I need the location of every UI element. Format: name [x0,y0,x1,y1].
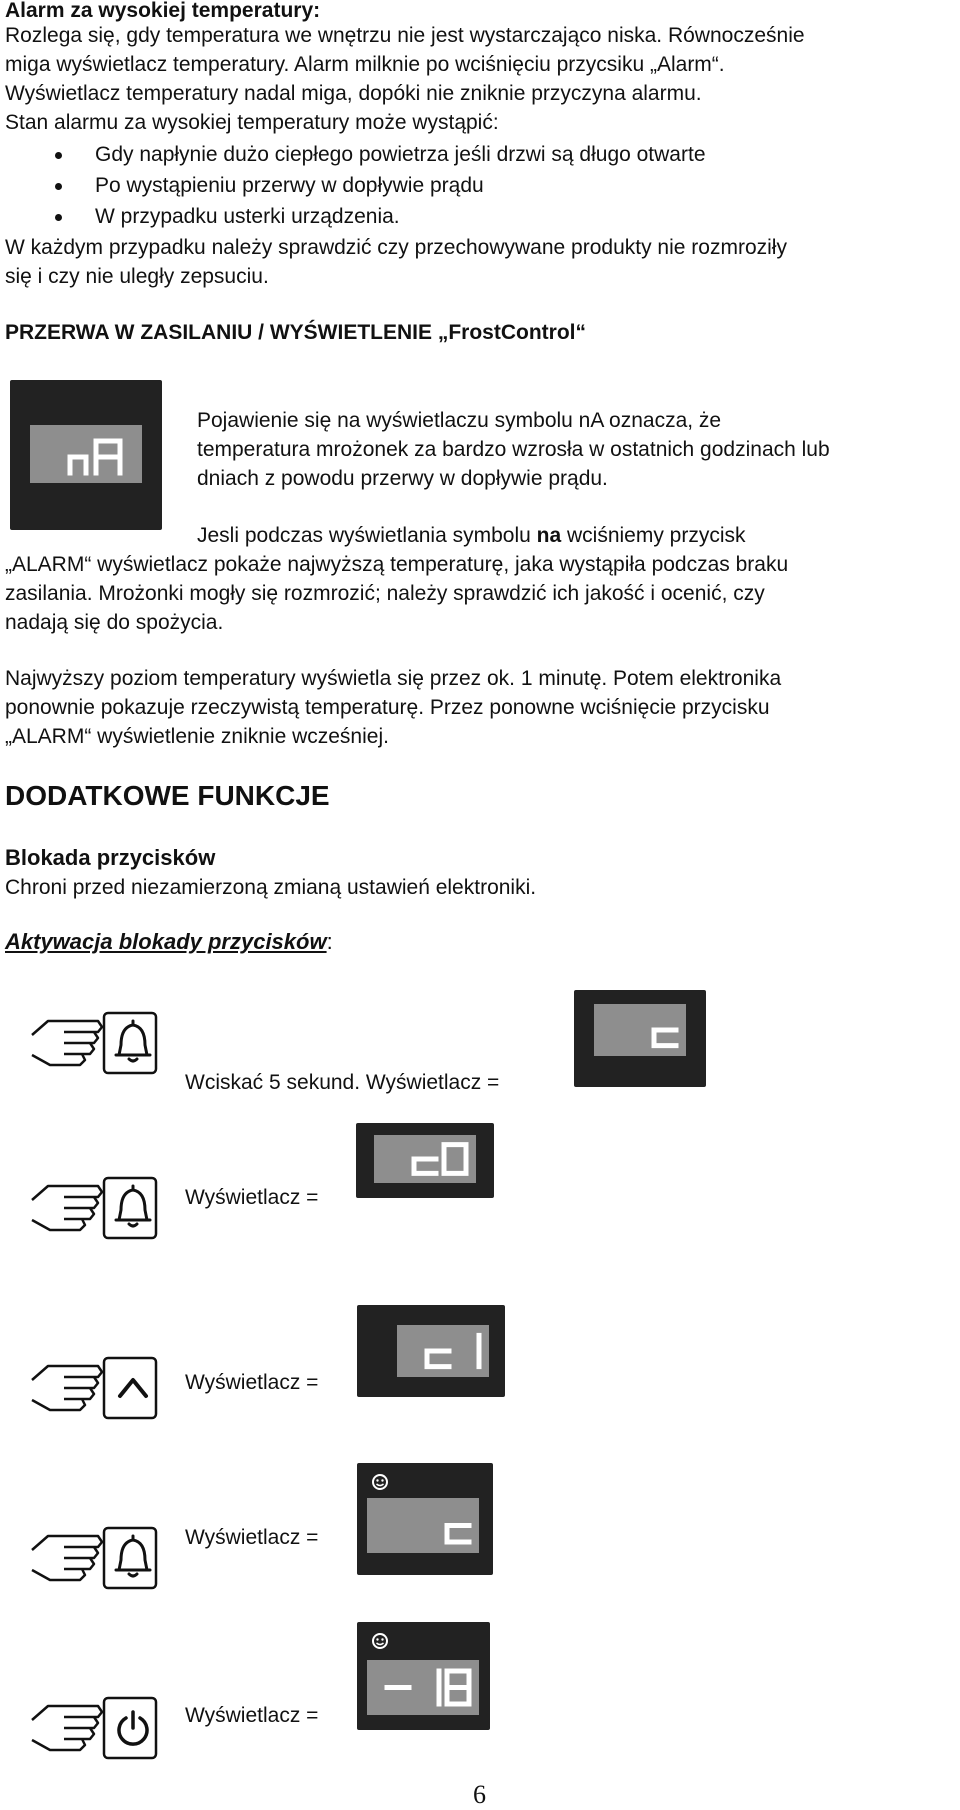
paragraph-line: W każdym przypadku należy sprawdzić czy przechowywane produkty nie rozmroziły [5,236,787,259]
display-screen [30,425,142,483]
paragraph-line: Stan alarmu za wysokiej temperatury może wystąpić: [5,111,499,134]
smiley-icon [369,1630,391,1652]
paragraph-line: Rozlega się, gdy temperatura we wnętrzu nie jest wystarczająco niska. Równocześnie [5,24,805,47]
paragraph-line: Chroni przed niezamierzoną zmianą ustawień elektroniki. [5,876,537,899]
display-screen [367,1498,479,1553]
paragraph-line: temperatura mrożonek za bardzo wzrosła w ostatnich godzinach lub [197,438,830,461]
page-number: 6 [473,1780,486,1809]
activation-heading [5,929,333,955]
hand-press-button-illustration [28,1005,158,1077]
display-screen [594,1004,686,1056]
subsection-title-lock: Blokada przycisków [5,845,216,870]
paragraph-line: „ALARM“ wyświetlacz pokaże najwyższą temperaturę, jaka wystąpiła podczas braku [5,553,789,576]
paragraph-line: Wyświetlacz temperatury nadal miga, dopóki nie zniknie przyczyna alarmu. [5,82,702,105]
step-label: Wyświetlacz = [185,1186,319,1209]
hand-press-button-illustration [28,1520,158,1592]
paragraph-line: „ALARM“ wyświetlenie zniknie wcześniej. [5,725,389,748]
display-panel [357,1622,490,1730]
paragraph-line: miga wyświetlacz temperatury. Alarm milknie po wciśnięciu przycsiku „Alarm“. [5,53,725,76]
display-glyphs-na [30,425,142,483]
paragraph-line [197,521,746,550]
bullet-item: Po wystąpieniu przerwy w dopływie prądu [95,174,484,197]
step-label: Wyświetlacz = [185,1526,319,1549]
step-label: Wyświetlacz = [185,1371,319,1394]
display-glyphs [367,1498,479,1553]
paragraph-line: ponownie pokazuje rzeczywistą temperaturę. Przez ponowne wciśnięcie przycisku [5,696,770,719]
bullet-dot [55,152,62,159]
step-label: Wciskać 5 sekund. Wyświetlacz = [185,1071,500,1094]
section-title-extra: DODATKOWE FUNKCJE [5,780,330,811]
display-panel [357,1305,505,1397]
bold-symbol: na [536,524,562,547]
step-label: Wyświetlacz = [185,1704,319,1727]
display-panel [574,990,706,1087]
activation-title: Aktywacja blokady przycisków [5,929,327,954]
display-screen [397,1325,489,1377]
bullet-dot [55,183,62,190]
smiley-icon [369,1471,391,1493]
hand-press-button-illustration [28,1170,158,1242]
paragraph-line: dniach z powodu przerwy w dopływie prądu. [197,467,608,490]
display-glyphs [397,1325,489,1377]
text-run: wciśniemy przycisk [561,524,746,547]
hand-press-button-illustration [28,1690,158,1762]
paragraph-line: nadają się do spożycia. [5,611,224,634]
bullet-dot [55,214,62,221]
display-panel [356,1123,494,1198]
display-na [10,380,162,530]
bullet-item: Gdy napłynie dużo ciepłego powietrza jeśli drzwi są długo otwarte [95,143,706,166]
section-title-power-outage: PRZERWA W ZASILANIU / WYŚWIETLENIE „FrostControl“ [5,321,586,344]
display-screen [374,1135,476,1183]
paragraph-line: się i czy nie uległy zepsuciu. [5,265,269,288]
display-glyphs [367,1660,479,1715]
display-glyphs [594,1004,686,1056]
text-run: Jesli podczas wyświetlania symbolu [197,524,537,547]
activation-colon: : [326,929,333,954]
paragraph-line: Najwyższy poziom temperatury wyświetla się przez ok. 1 minutę. Potem elektronika [5,667,782,690]
section-title-high-temp-alarm: Alarm za wysokiej temperatury: [5,0,321,22]
display-screen [367,1660,479,1715]
display-panel [357,1463,493,1575]
paragraph-line: Pojawienie się na wyświetlaczu symbolu nA oznacza, że [197,409,722,432]
paragraph-line: zasilania. Mrożonki mogły się rozmrozić; należy sprawdzić ich jakość i ocenić, czy [5,582,765,605]
display-glyphs [374,1135,476,1183]
hand-press-button-illustration [28,1350,158,1422]
bullet-item: W przypadku usterki urządzenia. [95,205,400,228]
